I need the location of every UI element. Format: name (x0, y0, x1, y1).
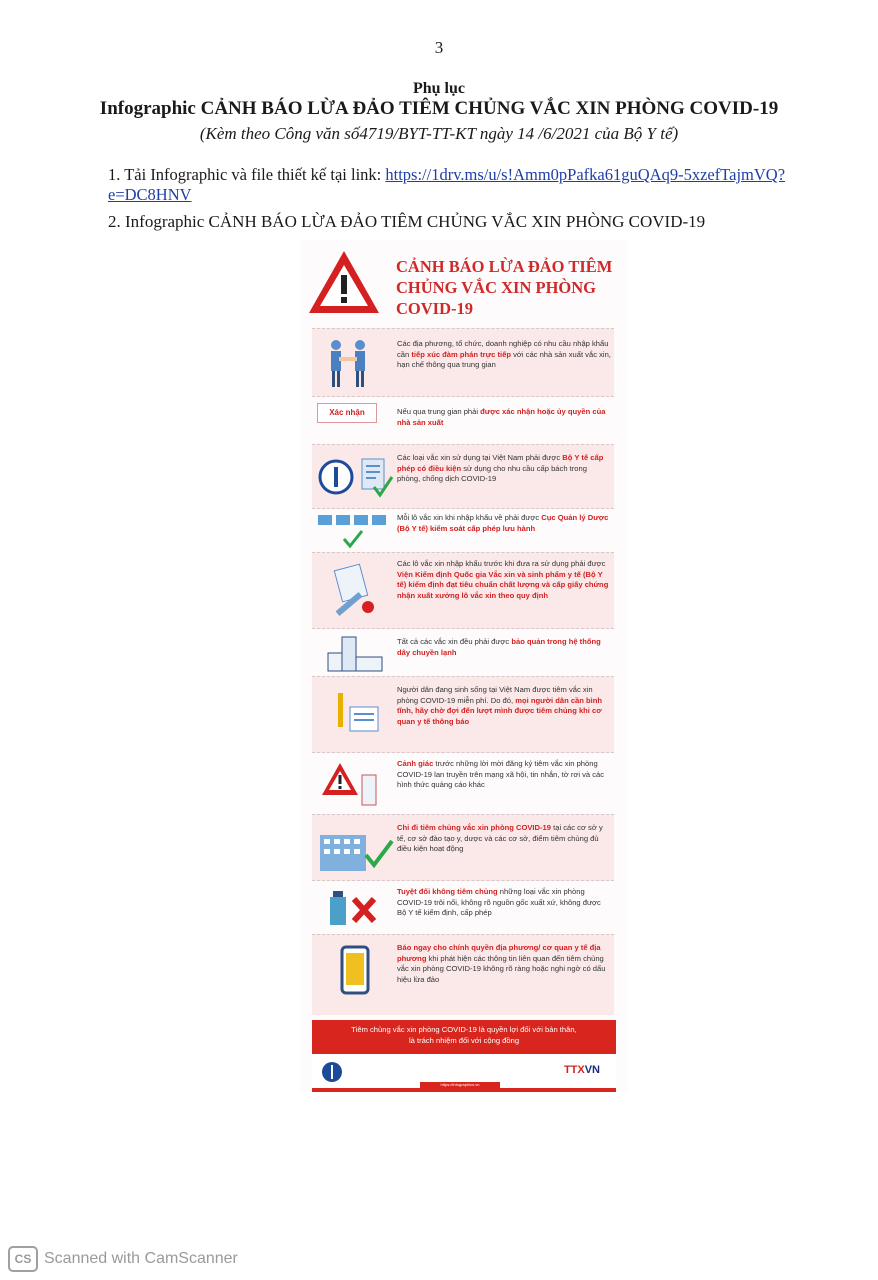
inspection-icon (324, 561, 384, 621)
section-text: Báo ngay cho chính quyền địa phương/ cơ quan y tế địa phương khi phát hiện các thông tin liên quan đến tiêm chủng vắc xin phòng COVID-19 không rõ ràng hoặc nghi ngờ có dấu hiệu lừa đảo (397, 943, 606, 984)
footer-url: https://infographics.vn (420, 1082, 500, 1088)
confirm-badge: Xác nhận (317, 403, 377, 423)
warning-icon (306, 248, 382, 316)
camscanner-watermark (8, 1246, 238, 1272)
camscanner-text: Scanned with CamScanner (44, 1250, 238, 1267)
section-text: Cảnh giác trước những lời mời đăng ký tiêm vắc xin phòng COVID-19 lan truyền trên mạng xã hội, tin nhắn, tờ rơi và các hình thức quảng cáo khác (397, 759, 605, 790)
download-link[interactable]: https://1drv.ms/u/s!Amm0pPafka61guQAq9-5xzefTajmVQ?e=DC8HNV (108, 165, 786, 204)
download-line (108, 165, 788, 205)
warning-phone-icon (320, 759, 386, 811)
section-import-control (312, 508, 614, 553)
section-be-cautious (312, 752, 614, 815)
handshake-icon (324, 337, 374, 389)
camscanner-logo: CS (8, 1246, 38, 1272)
rejected-vaccine-icon (326, 887, 386, 929)
infographic-title: CẢNH BÁO LỪA ĐẢO TIÊM CHỦNG VẮC XIN PHÒNG COVID-19 (396, 257, 613, 318)
ministry-logo-icon (320, 1060, 344, 1084)
vaccine-batch-icon (316, 513, 396, 551)
phone-icon (338, 945, 372, 995)
cold-storage-icon (326, 635, 384, 673)
section-authorized-sites (312, 814, 614, 881)
section-text: Mỗi lô vắc xin khi nhập khẩu về phải được Cục Quản lý Dược (Bộ Y tế) kiểm soát cấp phép lưu hành (397, 513, 609, 533)
section-text: Tuyệt đối không tiêm chủng những loại vắc xin phòng COVID-19 trôi nổi, không rõ nguồn gốc xuất xứ, không được Bộ Y tế kiểm định, cấp phép (397, 887, 601, 918)
syringe-icon (326, 687, 384, 743)
section-direct-negotiation (312, 328, 614, 397)
download-prefix: 1. Tải Infographic và file thiết kế tại link: (108, 165, 386, 184)
appendix-heading: Phụ lục (412, 80, 465, 97)
ministry-seal-icon (316, 453, 396, 501)
document-title: Infographic CẢNH BÁO LỪA ĐẢO TIÊM CHỦNG VẮC XIN PHÒNG COVID-19 (99, 98, 779, 119)
infographic (300, 240, 628, 1092)
section-intermediary (312, 396, 614, 445)
section-ministry-license (312, 444, 614, 509)
infographic-heading: 2. Infographic CẢNH BÁO LỪA ĐẢO TIÊM CHỦNG VẮC XIN PHÒNG COVID-19 (108, 212, 706, 231)
section-text: Các lô vắc xin nhập khẩu trước khi đưa ra sử dụng phải được Viện Kiểm định Quốc gia Vắc xin và sinh phẩm y tế (Bộ Y tế) kiểm định đạt tiêu chuẩn chất lượng và cấp giấy chứng nhận xuất xưởng lô vắc xin theo quy định (397, 559, 609, 600)
section-text: Các địa phương, tổ chức, doanh nghiệp có nhu cầu nhập khẩu cần tiếp xúc đàm phán trực tiếp với các nhà sản xuất vắc xin, hạn chế thông qua trung gian (397, 339, 611, 370)
hospital-icon (316, 823, 396, 873)
section-text: Tất cả các vắc xin đều phải được bảo quản trong hệ thống dây chuyền lạnh (397, 637, 601, 657)
ttxvn-logo: TTXVN (563, 1064, 600, 1076)
section-report-authorities (312, 934, 614, 1015)
section-quality-inspection (312, 552, 614, 629)
section-text: Nếu qua trung gian phải được xác nhận hoặc ủy quyền của nhà sản xuất (397, 407, 606, 427)
section-free-vaccination (312, 676, 614, 753)
section-text: Các loại vắc xin sử dụng tại Việt Nam phải được Bộ Y tế cấp phép có điều kiện sử dụng cho nhu cầu cấp bách trong phòng, chống dịch COVID-19 (397, 453, 604, 484)
page-number: 3 (434, 38, 444, 57)
footer-message: Tiêm chủng vắc xin phòng COVID-19 là quyền lợi đối với bản thân, là trách nhiệm đối với cộng đồng (312, 1020, 616, 1054)
section-text: Người dân đang sinh sống tại Việt Nam được tiêm vắc xin phòng COVID-19 miễn phí. Do đó, mọi người dân cần bình tĩnh, hãy chờ đợi đến lượt mình được tiêm chủng khi cơ quan y tế thông báo (397, 685, 603, 726)
section-no-unverified (312, 880, 614, 935)
document-subtitle: (Kèm theo Công văn số4719/BYT-TT-KT ngày 14 /6/2021 của Bộ Y tế) (199, 124, 679, 143)
section-text: Chỉ đi tiêm chủng vắc xin phòng COVID-19 tại các cơ sở y tế, cơ sở đào tạo y, dược và các cơ sở, điểm tiêm chủng đủ điều kiện hoạt động (397, 823, 603, 854)
section-cold-chain (312, 628, 614, 677)
